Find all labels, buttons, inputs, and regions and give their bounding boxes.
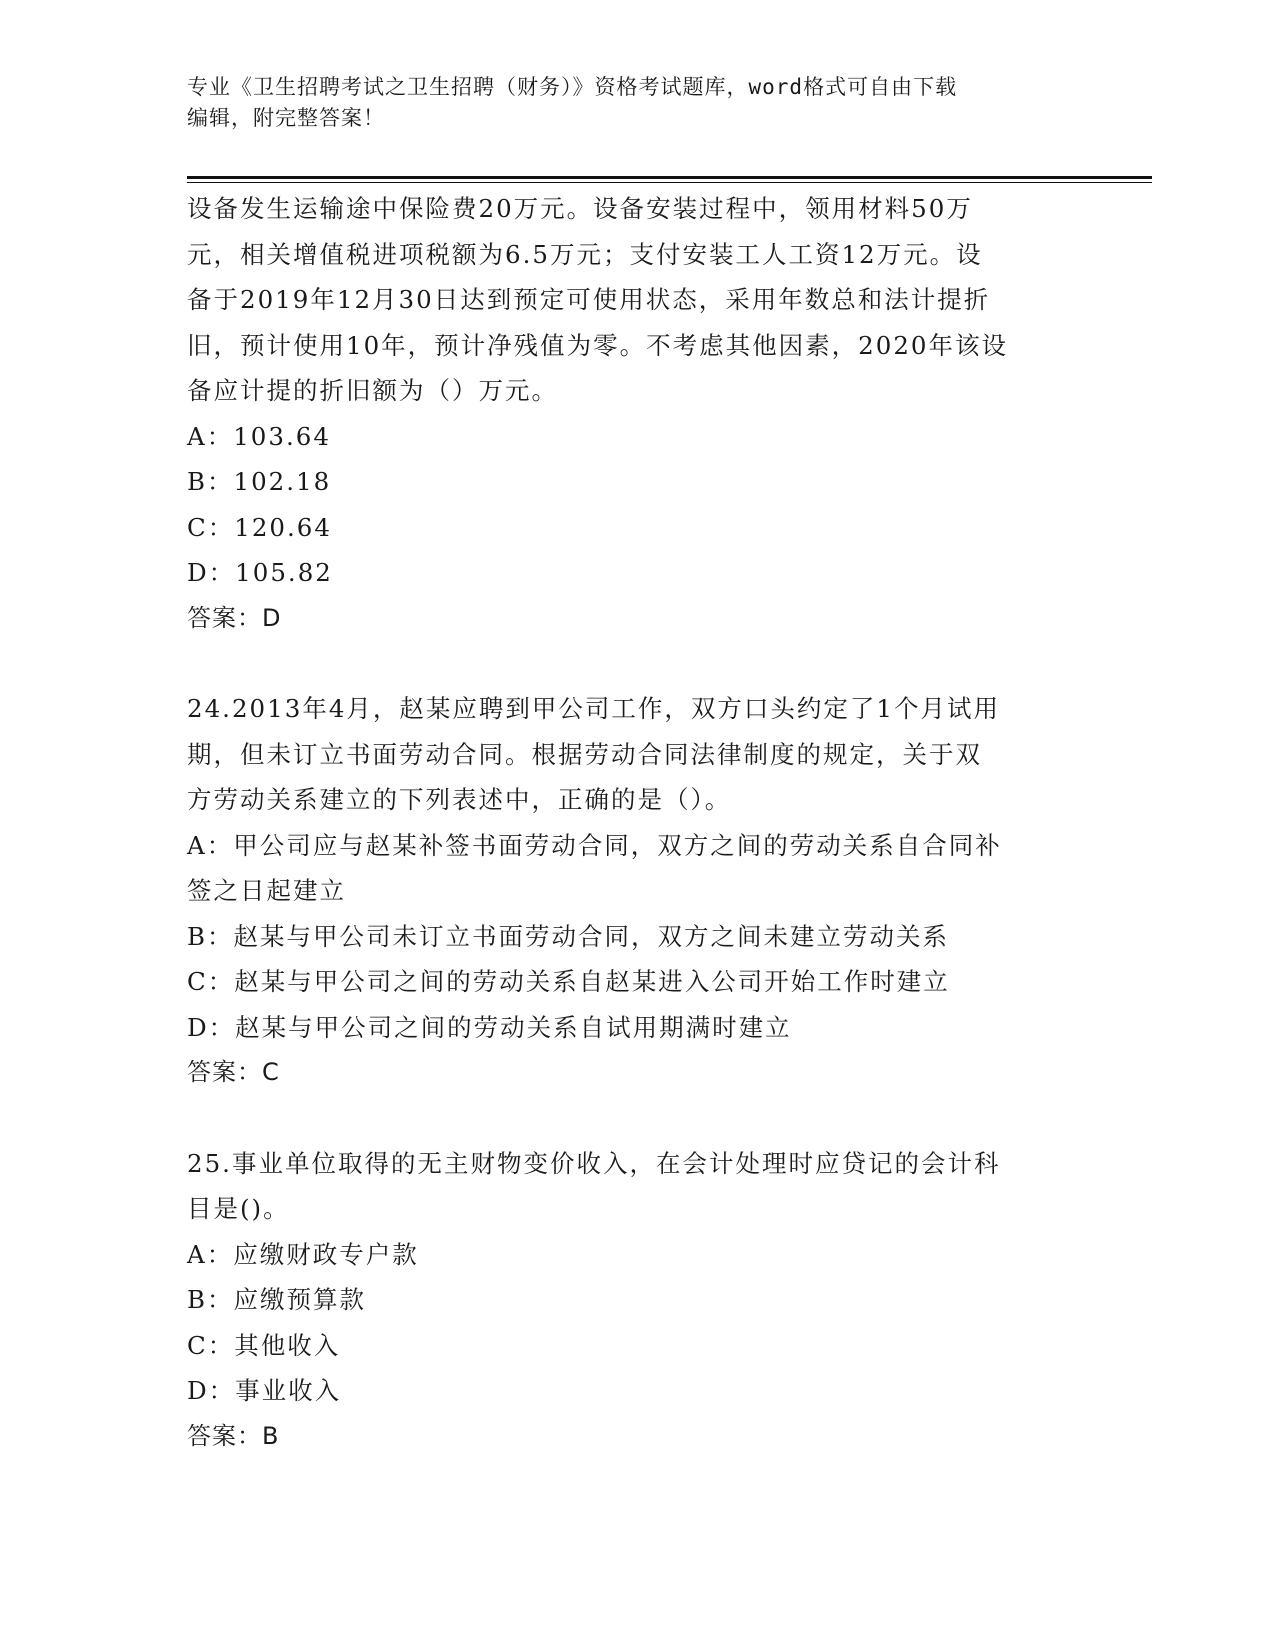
answer: 答案：D bbox=[187, 603, 282, 632]
question-stem-line: 备于2019年12月30日达到预定可使用状态，采用年数总和法计提折 bbox=[187, 285, 991, 314]
option-c: C：其他收入 bbox=[187, 1330, 341, 1360]
question-content bbox=[187, 186, 1087, 1459]
option-c: C：赵某与甲公司之间的劳动关系自赵某进入公司开始工作时建立 bbox=[187, 967, 950, 996]
option-d: D：赵某与甲公司之间的劳动关系自试用期满时建立 bbox=[187, 1012, 792, 1042]
question-stem-line: 设备发生运输途中保险费20万元。设备安装过程中，领用材料50万 bbox=[187, 194, 973, 223]
question-stem-line: 旧，预计使用10年，预计净残值为零。不考虑其他因素，2020年该设 bbox=[187, 330, 1009, 360]
option-c: C：120.64 bbox=[187, 512, 332, 542]
question-stem-line: 目是()。 bbox=[187, 1194, 290, 1223]
question-stem-line: 期，但未订立书面劳动合同。根据劳动合同法律制度的规定，关于双 bbox=[187, 739, 982, 769]
spacer bbox=[187, 641, 1087, 686]
option-a-continued: 签之日起建立 bbox=[187, 876, 346, 905]
header-line: 专业《卫生招聘考试之卫生招聘（财务）》资格考试题库，word格式可自由下载 bbox=[187, 75, 958, 99]
question-23 bbox=[187, 186, 1087, 641]
option-a: A：103.64 bbox=[187, 421, 331, 451]
question-stem-line: 24.2013年4月，赵某应聘到甲公司工作，双方口头约定了1个月试用 bbox=[187, 694, 1000, 723]
header-divider-thin bbox=[187, 182, 1152, 183]
question-24 bbox=[187, 686, 1087, 1096]
option-d: D：105.82 bbox=[187, 558, 333, 587]
question-stem-line: 25.事业单位取得的无主财物变价收入，在会计处理时应贷记的会计科 bbox=[187, 1148, 1001, 1178]
option-b: B：赵某与甲公司未订立书面劳动合同，双方之间未建立劳动关系 bbox=[187, 921, 950, 951]
question-stem-line: 元，相关增值税进项税额为6.5万元；支付安装工人工资12万元。设 bbox=[187, 239, 983, 269]
document-header bbox=[187, 72, 1067, 134]
answer: 答案：B bbox=[187, 1421, 280, 1450]
question-25 bbox=[187, 1141, 1087, 1460]
question-stem-line: 备应计提的折旧额为（）万元。 bbox=[187, 376, 558, 405]
option-a: A：甲公司应与赵某补签书面劳动合同，双方之间的劳动关系自合同补 bbox=[187, 830, 1002, 860]
option-d: D：事业收入 bbox=[187, 1376, 342, 1405]
answer: 答案：C bbox=[187, 1058, 280, 1086]
header-line: 编辑，附完整答案！ bbox=[187, 106, 385, 130]
question-stem-line: 方劳动关系建立的下列表述中，正确的是（）。 bbox=[187, 785, 732, 814]
option-a: A：应缴财政专户款 bbox=[187, 1239, 419, 1269]
header-divider-thick bbox=[187, 176, 1152, 179]
option-b: B：102.18 bbox=[187, 467, 332, 496]
spacer bbox=[187, 1096, 1087, 1141]
option-b: B：应缴预算款 bbox=[187, 1285, 367, 1314]
